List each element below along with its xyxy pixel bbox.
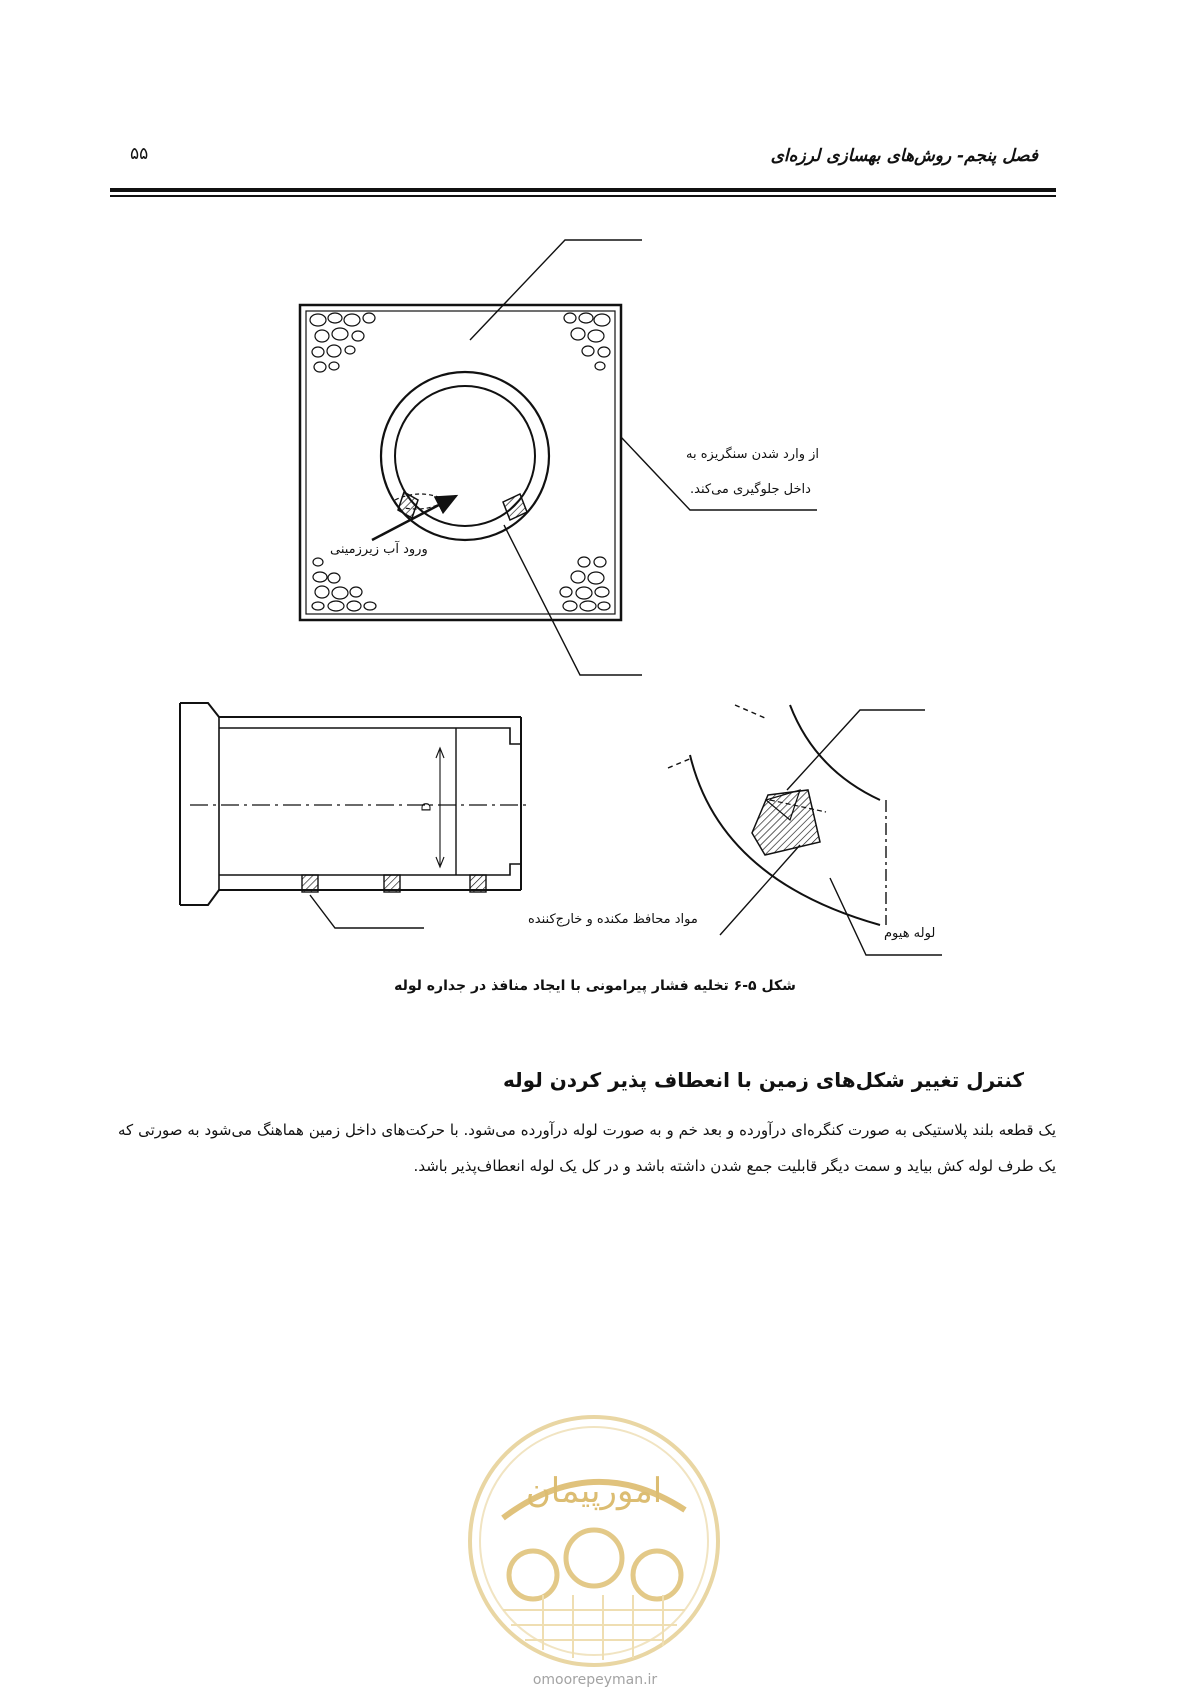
- chapter-title: فصل پنجم- روش‌های بهسازی لرزه‌ای: [770, 146, 1038, 166]
- omoorepeyman-logo-watermark: [463, 1410, 725, 1672]
- protective-material-label: مواد محافظ مکنده و خارج‌کننده: [528, 912, 698, 927]
- hume-pipe-label: لوله هیوم: [884, 926, 936, 941]
- body-paragraph: یک قطعه بلند پلاستیکی به صورت کنگره‌ای درآورده و بعد خم و به صورت لوله درآورده می‌شود. با حرکت‌های داخل زمین هماهنگ می‌شود به صورتی که یک طرف لوله کش بیاید و سمت دیگر قابلیت جمع شدن داشته باشد و در کل یک لوله انعطاف‌پذیر باشد.: [118, 1121, 1056, 1175]
- groundwater-inflow-label: ورود آب زیرزمینی: [330, 542, 428, 557]
- gravel-note-line2: داخل جلوگیری می‌کند.: [690, 482, 811, 497]
- watermark-url: omoorepeyman.ir: [532, 1672, 658, 1688]
- longitudinal-pipe-section: [180, 703, 530, 928]
- gravel-note-line1: از وارد شدن سنگریزه به: [686, 447, 819, 462]
- figure-caption: شکل ۵-۶ تخلیه فشار پیرامونی با ایجاد منافذ در جداره لوله: [394, 978, 796, 994]
- gravel-clusters: [310, 313, 610, 611]
- pipe-wall-detail: [668, 705, 942, 955]
- dimension-label: D: [419, 802, 434, 812]
- page-number: ۵۵: [130, 144, 149, 164]
- logo-lettering: امورپیمان: [525, 1471, 663, 1511]
- section-heading: کنترل تغییر شکل‌های زمین با انعطاف پذیر کردن لوله: [503, 1068, 1024, 1092]
